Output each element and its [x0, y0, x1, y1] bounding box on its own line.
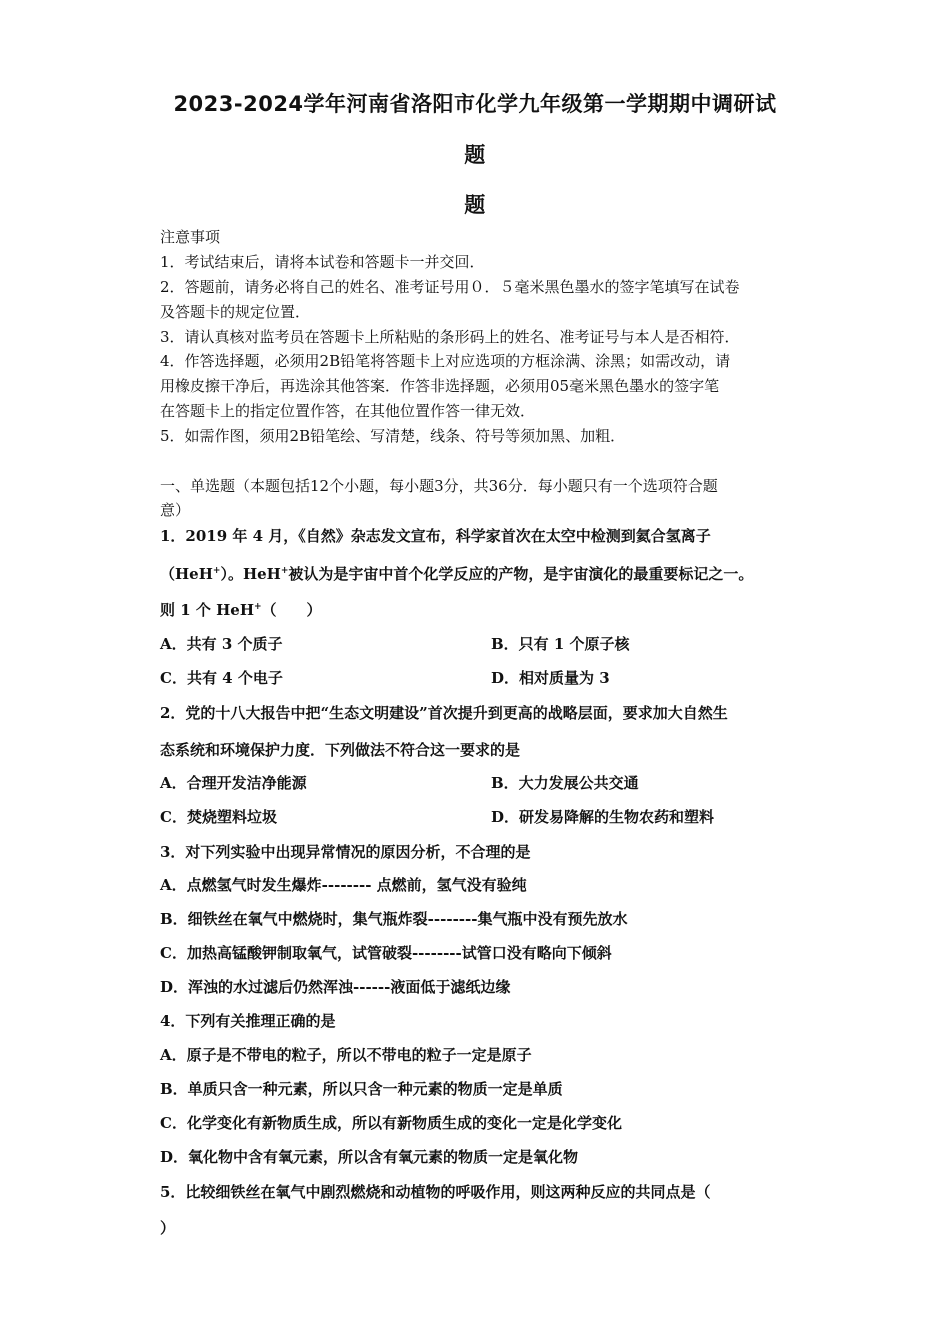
- q1-option-b: B．只有 1 个原子核: [491, 635, 630, 653]
- q3-option-b: B．细铁丝在氧气中燃烧时，集气瓶炸裂--------集气瓶中没有预先放水: [160, 910, 628, 928]
- q2-option-c: C．焚烧塑料垃圾: [160, 808, 277, 826]
- q1-stem-line-3: 则 1 个 HeH+（ ）: [160, 601, 322, 619]
- exam-title-line-2: 题: [464, 143, 486, 167]
- q4-option-d: D．氧化物中含有氧元素，所以含有氧元素的物质一定是氧化物: [160, 1148, 579, 1166]
- q2-option-a: A．合理开发洁净能源: [160, 774, 307, 792]
- q1-option-a: A．共有 3 个质子: [160, 635, 283, 653]
- q2-stem-line-1: 2．党的十八大报告中把“生态文明建设”首次提升到更高的战略层面，要求加大自然生: [160, 704, 728, 722]
- notice-item: 用橡皮擦干净后，再选涂其他答案．作答非选择题，必须用05毫米黑色墨水的签字笔: [160, 377, 720, 395]
- notice-item: 在答题卡上的指定位置作答，在其他位置作答一律无效．: [160, 402, 536, 420]
- q4-option-c: C．化学变化有新物质生成，所以有新物质生成的变化一定是化学变化: [160, 1114, 622, 1132]
- q2-option-b: B．大力发展公共交通: [491, 774, 639, 792]
- q1-stem-line-2: （HeH+）。HeH+被认为是宇宙中首个化学反应的产物，是宇宙演化的最重要标记之一。: [160, 565, 754, 583]
- notice-item: 5．如需作图，须用2B铅笔绘、写清楚，线条、符号等须加黑、加粗．: [160, 427, 626, 445]
- q3-stem: 3．对下列实验中出现异常情况的原因分析，不合理的是: [160, 843, 531, 861]
- notice-item: 1．考试结束后，请将本试卷和答题卡一并交回．: [160, 253, 485, 271]
- q3-option-c: C．加热高锰酸钾制取氧气，试管破裂--------试管口没有略向下倾斜: [160, 944, 612, 962]
- q5-stem-line-2: ）: [160, 1219, 176, 1237]
- q5-stem-line-1: 5．比较细铁丝在氧气中剧烈燃烧和动植物的呼吸作用，则这两种反应的共同点是（: [160, 1183, 711, 1201]
- exam-title-line-3: 题: [464, 193, 486, 217]
- notice-heading: 注意事项: [160, 228, 221, 246]
- section-heading-cont: 意）: [160, 501, 191, 519]
- q1-option-d: D．相对质量为 3: [491, 669, 610, 687]
- notice-item: 4．作答选择题，必须用2B铅笔将答题卡上对应选项的方框涂满、涂黑；如需改动，请: [160, 352, 731, 370]
- q4-option-b: B．单质只含一种元素，所以只含一种元素的物质一定是单质: [160, 1080, 563, 1098]
- notice-item: 2．答题前，请务必将自己的姓名、准考证号用０．５毫米黑色墨水的签字笔填写在试卷: [160, 278, 740, 296]
- q1-option-c: C．共有 4 个电子: [160, 669, 283, 687]
- exam-title-line-1: 2023-2024学年河南省洛阳市化学九年级第一学期期中调研试: [173, 92, 777, 116]
- q2-stem-line-2: 态系统和环境保护力度．下列做法不符合这一要求的是: [160, 741, 521, 759]
- q1-stem-line-1: 1．2019 年 4 月，《自然》杂志发文宣布，科学家首次在太空中检测到氦合氢离子: [160, 527, 711, 545]
- q4-stem: 4．下列有关推理正确的是: [160, 1012, 336, 1030]
- q2-option-d: D．研发易降解的生物农药和塑料: [491, 808, 715, 826]
- section-heading: 一、单选题（本题包括12个小题，每小题3分，共36分．每小题只有一个选项符合题: [160, 477, 718, 495]
- q3-option-d: D．浑浊的水过滤后仍然浑浊------液面低于滤纸边缘: [160, 978, 511, 996]
- q4-option-a: A．原子是不带电的粒子，所以不带电的粒子一定是原子: [160, 1046, 532, 1064]
- notice-item: 及答题卡的规定位置．: [160, 303, 311, 321]
- notice-item: 3．请认真核对监考员在答题卡上所粘贴的条形码上的姓名、准考证号与本人是否相符．: [160, 328, 740, 346]
- q3-option-a: A．点燃氢气时发生爆炸-------- 点燃前，氢气没有验纯: [160, 876, 527, 894]
